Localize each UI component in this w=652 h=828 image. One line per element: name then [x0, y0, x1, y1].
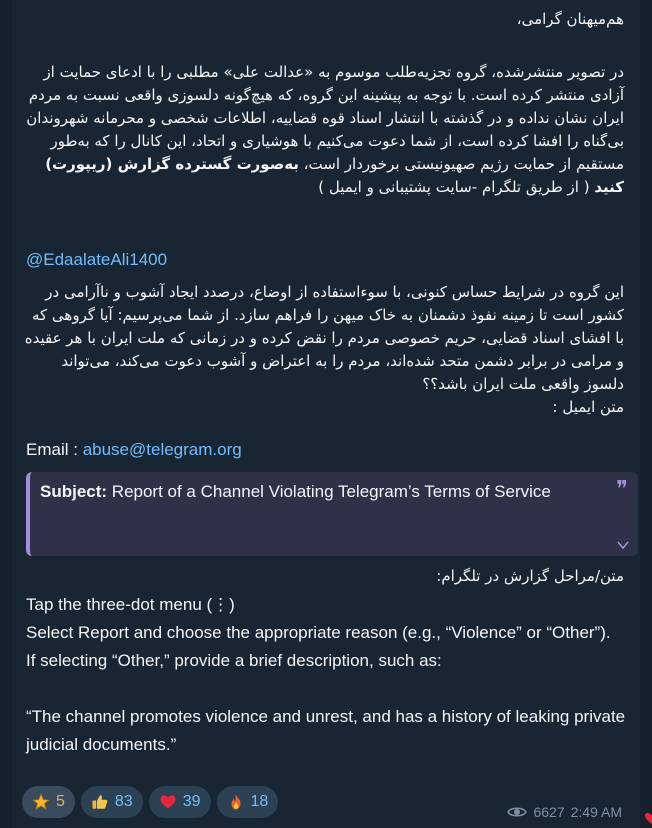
reaction-star-count: 5 [56, 793, 65, 810]
reaction-heart-count: 39 [182, 793, 201, 810]
reaction-heart[interactable] [149, 786, 211, 818]
heart-icon [644, 812, 652, 824]
message-paragraph-1 [21, 61, 624, 199]
email-text-heading: متن ایمیل : [552, 398, 624, 416]
paragraph-1-tail: ( از طریق تلگرام -سایت پشتیبانی و ایمیل ) [318, 178, 590, 196]
reaction-star[interactable] [22, 786, 75, 818]
report-steps-text: Tap the three-dot menu (⋮) Select Report and choose the appropriate reason (e.g., “Violence” or “Other”). If selecting “Other,” provide a brief description, such as: “The channel promotes violence and unrest, and has a history of leaking private judicial documents.” [26, 595, 626, 754]
eye-icon [507, 805, 527, 819]
chevron-down-icon[interactable] [616, 538, 630, 552]
paragraph-1-text: در تصویر منتشرشده، گروه تجزیه‌طلب موسوم به «عدالت علی» مطلبی را با ادعای حمایت از آزادی منتشر کرده است. با توجه به پیشینه این گروه، که هیچ‌گونه دلسوزی واقعی نسبت به مردم ایران نشان نداده و در گذشته با انتشار اسناد قوه قضاییه، اطلاعات شخصی و محرمانه شهروندان بی‌گناه را افشا کرده است، از شما دعوت می‌کنیم با هوشیاری و اتحاد، این کانال را که به‌طور مستقیم از حمایت رژیم صهیونیستی برخوردار است، [21, 63, 624, 173]
quote-subject-text: Report of a Channel Violating Telegram’s Terms of Service [107, 482, 551, 501]
view-count: 6627 [533, 804, 565, 820]
message-time: 2:49 AM [570, 804, 622, 820]
thumbs-up-icon [91, 793, 109, 811]
message-paragraph-2 [19, 281, 624, 419]
reaction-fire[interactable] [217, 786, 279, 818]
fire-icon [227, 793, 245, 811]
quote-marks-icon: ❞ [616, 477, 628, 502]
steps-heading: متن/مراحل گزارش در تلگرام: [436, 567, 624, 585]
reaction-fire-count: 18 [250, 793, 269, 810]
star-icon [32, 793, 50, 811]
email-label: Email : [26, 440, 83, 459]
message-meta [507, 804, 622, 820]
message-bubble [12, 0, 640, 828]
paragraph-1-bold: به‌صورت گسترده گزارش (ریپورت) کنید [39, 155, 624, 196]
quote-subject-label: Subject: [40, 482, 108, 501]
heart-icon [159, 793, 177, 811]
channel-mention-link[interactable]: @EdaalateAli1400 [26, 250, 168, 269]
quote-block[interactable] [26, 472, 638, 556]
reaction-thumbs-up[interactable] [81, 786, 143, 818]
reactions-bar [22, 786, 278, 818]
email-line [26, 440, 242, 460]
reaction-thumbs-up-count: 83 [114, 793, 133, 810]
greeting-text: هم‌میهنان گرامی، [516, 10, 624, 28]
paragraph-2-text: این گروه در شرایط حساس کنونی، با سوءاستفاده از اوضاع، درصدد ایجاد آشوب و ناآرامی در کشور است تا زمینه نفوذ دشمنان به خاک میهن را فراهم سازد. از شما می‌پرسیم: آیا گروهی که با افشای اسناد قضایی، حریم خصوصی مردم را نقض کرده و در زمانی که ملت ایران با هر عقیده و مرامی در برابر دشمن متحد شده‌اند، مردم را به اعتراض و آشوب دعوت می‌کند، می‌تواند دلسوز واقعی ملت ایران باشد؟؟ [19, 283, 624, 393]
email-link[interactable]: abuse@telegram.org [82, 440, 242, 459]
